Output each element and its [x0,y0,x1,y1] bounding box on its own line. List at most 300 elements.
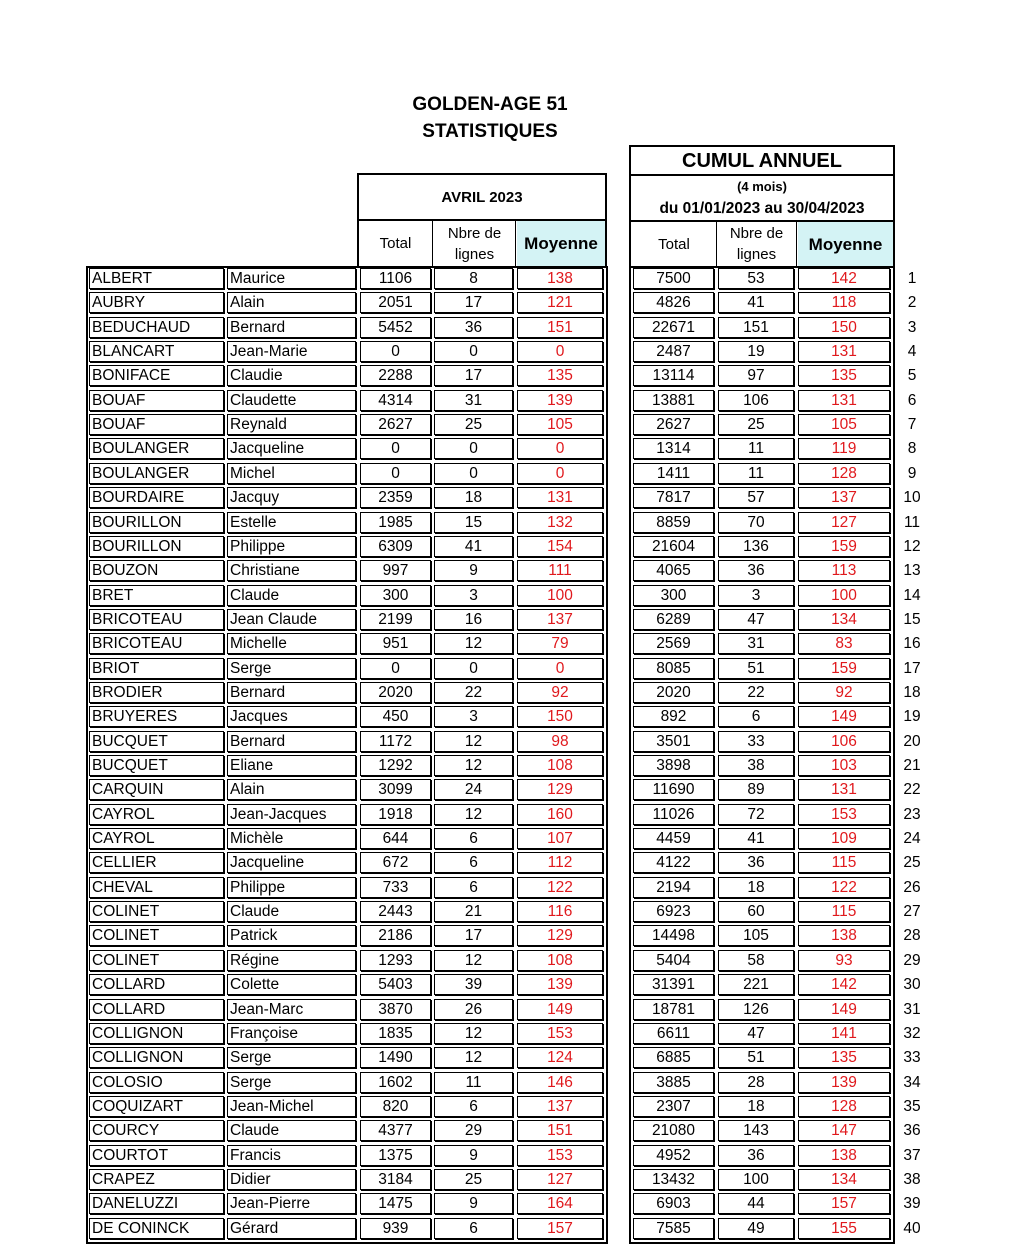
month-total: 1293 [360,950,431,971]
month-average: 151 [517,317,603,338]
cumul-total: 7500 [633,268,714,289]
month-lines: 6 [434,852,513,873]
player-first-name: Bernard [227,682,356,703]
player-first-name: Michel [227,463,356,484]
cumul-lines: 51 [718,1047,794,1068]
cumul-lines: 221 [718,974,794,995]
row-number: 4 [907,343,917,361]
cumul-average: 149 [798,999,890,1020]
cumul-lines: 105 [718,925,794,946]
cumul-total: 11026 [633,804,714,825]
row-number: 34 [903,1073,921,1091]
table-row [0,389,1024,413]
row-number: 28 [903,927,921,945]
cumul-lines: 25 [718,414,794,435]
month-total: 2359 [360,487,431,508]
player-last-name: BUCQUET [89,755,224,776]
month-average: 164 [517,1193,603,1214]
cumul-total: 14498 [633,925,714,946]
month-total: 1490 [360,1047,431,1068]
month-total: 2443 [360,901,431,922]
player-last-name: CHEVAL [89,877,224,898]
month-lines: 17 [434,292,513,313]
player-first-name: Jean-Marc [227,999,356,1020]
player-last-name: BRICOTEAU [89,633,224,654]
cumul-lines: 41 [718,292,794,313]
player-first-name: Philippe [227,877,356,898]
cumul-total: 3885 [633,1072,714,1093]
row-number: 36 [903,1122,921,1140]
player-last-name: CRAPEZ [89,1169,224,1190]
row-number: 2 [907,294,917,312]
month-lines: 11 [434,1072,513,1093]
cumul-lines: 151 [718,317,794,338]
player-last-name: BRICOTEAU [89,609,224,630]
cumul-total: 31391 [633,974,714,995]
month-lines: 17 [434,925,513,946]
cumul-total: 7585 [633,1218,714,1239]
month-average: 154 [517,536,603,557]
cumul-lines: 58 [718,950,794,971]
cumul-lines: 41 [718,828,794,849]
cumul-total: 3501 [633,731,714,752]
cumul-total: 4952 [633,1145,714,1166]
month-total: 644 [360,828,431,849]
table-row [0,705,1024,729]
month-lines: 12 [434,950,513,971]
player-last-name: CAYROL [89,828,224,849]
cumul-total: 2569 [633,633,714,654]
month-lines: 41 [434,536,513,557]
player-first-name: Jacqueline [227,438,356,459]
cumul-total: 8859 [633,512,714,533]
player-first-name: Bernard [227,731,356,752]
month-average: 108 [517,950,603,971]
cumul-average: 135 [798,365,890,386]
month-lines: 39 [434,974,513,995]
month-total: 0 [360,438,431,459]
month-col-lignes: Nbre de lignes [447,224,502,263]
table-row [0,1071,1024,1095]
player-first-name: Christiane [227,560,356,581]
table-row [0,681,1024,705]
month-average: 153 [517,1145,603,1166]
cumul-total: 4122 [633,852,714,873]
player-first-name: Claudie [227,365,356,386]
cumul-lines: 47 [718,609,794,630]
month-total: 997 [360,560,431,581]
cumul-average: 131 [798,390,890,411]
cumul-total: 8085 [633,658,714,679]
page-title: GOLDEN-AGE 51 [412,94,568,115]
player-first-name: Jacqueline [227,852,356,873]
month-average: 0 [517,658,603,679]
player-first-name: Alain [227,292,356,313]
player-first-name: Serge [227,1047,356,1068]
month-total: 2627 [360,414,431,435]
table-row [0,803,1024,827]
month-average: 137 [517,609,603,630]
month-average: 149 [517,999,603,1020]
player-last-name: COLLIGNON [89,1023,224,1044]
player-last-name: BOUZON [89,560,224,581]
month-lines: 17 [434,365,513,386]
cumul-total: 6923 [633,901,714,922]
player-first-name: Alain [227,779,356,800]
row-number: 39 [903,1195,921,1213]
cumul-average: 119 [798,438,890,459]
table-row [0,1119,1024,1143]
player-first-name: Colette [227,974,356,995]
month-total: 0 [360,658,431,679]
month-total: 733 [360,877,431,898]
cumul-average: 128 [798,1096,890,1117]
cumul-total: 13881 [633,390,714,411]
table-row [0,413,1024,437]
cumul-total: 2627 [633,414,714,435]
row-number: 15 [903,610,921,628]
month-lines: 9 [434,560,513,581]
cumul-average: 147 [798,1120,890,1141]
cumul-lines: 57 [718,487,794,508]
cumul-average: 139 [798,1072,890,1093]
month-total: 2051 [360,292,431,313]
row-number: 13 [903,562,921,580]
cumul-total: 2194 [633,877,714,898]
cumul-total: 4065 [633,560,714,581]
cumul-lines: 70 [718,512,794,533]
cumul-average: 159 [798,536,890,557]
cumul-average: 115 [798,852,890,873]
table-row [0,511,1024,535]
player-first-name: Reynald [227,414,356,435]
player-last-name: ALBERT [89,268,224,289]
player-last-name: BOULANGER [89,463,224,484]
player-last-name: BRODIER [89,682,224,703]
month-lines: 16 [434,609,513,630]
table-row [0,291,1024,315]
cumul-lines: 36 [718,1145,794,1166]
cumul-lines: 38 [718,755,794,776]
cumul-average: 109 [798,828,890,849]
month-lines: 12 [434,633,513,654]
cumul-average: 93 [798,950,890,971]
row-number: 7 [907,416,917,434]
cumul-average: 92 [798,682,890,703]
cumul-average: 113 [798,560,890,581]
cumul-average: 157 [798,1193,890,1214]
month-lines: 18 [434,487,513,508]
row-number: 35 [903,1097,921,1115]
table-row [0,900,1024,924]
cumul-col-total: Total [658,235,690,253]
cumul-total: 2020 [633,682,714,703]
cumul-total: 2307 [633,1096,714,1117]
cumul-average: 134 [798,1169,890,1190]
player-last-name: BOUAF [89,414,224,435]
month-lines: 9 [434,1193,513,1214]
row-number: 32 [903,1024,921,1042]
cumul-average: 142 [798,974,890,995]
month-total: 4314 [360,390,431,411]
month-total: 1835 [360,1023,431,1044]
player-first-name: Philippe [227,536,356,557]
cumul-lines: 143 [718,1120,794,1141]
table-row [0,632,1024,656]
table-row [0,851,1024,875]
cumul-lines: 100 [718,1169,794,1190]
cumul-lines: 22 [718,682,794,703]
cumul-subtitle: (4 mois) [737,178,787,194]
month-average: 135 [517,365,603,386]
cumul-lines: 11 [718,438,794,459]
row-number: 29 [903,951,921,969]
row-number: 37 [903,1146,921,1164]
player-first-name: Claude [227,901,356,922]
table-row [0,778,1024,802]
month-average: 129 [517,925,603,946]
table-row [0,462,1024,486]
month-total: 3870 [360,999,431,1020]
month-average: 108 [517,755,603,776]
cumul-total: 4459 [633,828,714,849]
cumul-average: 138 [798,1145,890,1166]
month-average: 138 [517,268,603,289]
month-total: 1106 [360,268,431,289]
month-lines: 12 [434,1047,513,1068]
month-lines: 12 [434,804,513,825]
month-lines: 12 [434,1023,513,1044]
cumul-period: du 01/01/2023 au 30/04/2023 [659,200,865,217]
cumul-lines: 72 [718,804,794,825]
row-number: 8 [907,440,917,458]
player-first-name: Serge [227,1072,356,1093]
row-number: 16 [903,635,921,653]
row-number: 31 [903,1000,921,1018]
player-last-name: BOURILLON [89,512,224,533]
table-row [0,1217,1024,1241]
row-number: 27 [903,903,921,921]
player-last-name: CARQUIN [89,779,224,800]
month-total: 3099 [360,779,431,800]
player-last-name: COLINET [89,950,224,971]
table-row [0,949,1024,973]
cumul-lines: 11 [718,463,794,484]
player-first-name: Maurice [227,268,356,289]
month-total: 450 [360,706,431,727]
cumul-lines: 31 [718,633,794,654]
month-lines: 25 [434,414,513,435]
month-lines: 0 [434,341,513,362]
player-last-name: AUBRY [89,292,224,313]
month-total: 2288 [360,365,431,386]
month-lines: 6 [434,877,513,898]
player-first-name: Eliane [227,755,356,776]
player-last-name: CAYROL [89,804,224,825]
month-average: 122 [517,877,603,898]
month-total: 1602 [360,1072,431,1093]
row-number: 17 [903,659,921,677]
cumul-average: 134 [798,609,890,630]
row-number: 25 [903,854,921,872]
cumul-total: 6903 [633,1193,714,1214]
table-row [0,340,1024,364]
player-last-name: BOUAF [89,390,224,411]
month-total: 4377 [360,1120,431,1141]
cumul-average: 118 [798,292,890,313]
table-row [0,1192,1024,1216]
month-total: 2199 [360,609,431,630]
month-average: 160 [517,804,603,825]
cumul-lines: 36 [718,560,794,581]
player-last-name: BOURDAIRE [89,487,224,508]
month-average: 151 [517,1120,603,1141]
player-last-name: BOURILLON [89,536,224,557]
month-lines: 6 [434,1218,513,1239]
row-number: 20 [903,732,921,750]
row-number: 19 [903,708,921,726]
cumul-lines: 106 [718,390,794,411]
player-last-name: DE CONINCK [89,1218,224,1239]
table-row [0,267,1024,291]
player-first-name: Jean-Pierre [227,1193,356,1214]
month-average: 0 [517,438,603,459]
table-row [0,486,1024,510]
cumul-title: CUMUL ANNUEL [682,149,842,172]
month-lines: 0 [434,658,513,679]
player-last-name: COLINET [89,901,224,922]
cumul-lines: 49 [718,1218,794,1239]
cumul-total: 2487 [633,341,714,362]
row-number: 33 [903,1049,921,1067]
player-first-name: Jacquy [227,487,356,508]
month-total: 2020 [360,682,431,703]
cumul-lines: 53 [718,268,794,289]
month-average: 107 [517,828,603,849]
month-average: 146 [517,1072,603,1093]
cumul-lines: 28 [718,1072,794,1093]
month-average: 137 [517,1096,603,1117]
row-number: 38 [903,1170,921,1188]
month-average: 139 [517,974,603,995]
month-average: 79 [517,633,603,654]
cumul-average: 150 [798,317,890,338]
month-total: 1985 [360,512,431,533]
month-total: 1375 [360,1145,431,1166]
cumul-average: 137 [798,487,890,508]
cumul-average: 131 [798,341,890,362]
cumul-lines: 36 [718,852,794,873]
player-last-name: BUCQUET [89,731,224,752]
player-first-name: Françoise [227,1023,356,1044]
table-row [0,827,1024,851]
cumul-lines: 6 [718,706,794,727]
player-last-name: BRUYERES [89,706,224,727]
cumul-lines: 136 [718,536,794,557]
month-average: 105 [517,414,603,435]
player-first-name: Patrick [227,925,356,946]
player-first-name: Michèle [227,828,356,849]
month-average: 100 [517,585,603,606]
month-lines: 36 [434,317,513,338]
cumul-lines: 18 [718,1096,794,1117]
table-row [0,754,1024,778]
month-lines: 29 [434,1120,513,1141]
month-total: 0 [360,341,431,362]
month-average: 150 [517,706,603,727]
cumul-average: 100 [798,585,890,606]
cumul-lines: 19 [718,341,794,362]
cumul-total: 13114 [633,365,714,386]
month-lines: 21 [434,901,513,922]
player-last-name: BONIFACE [89,365,224,386]
month-lines: 24 [434,779,513,800]
month-lines: 6 [434,828,513,849]
month-average: 112 [517,852,603,873]
cumul-total: 3898 [633,755,714,776]
cumul-average: 122 [798,877,890,898]
month-average: 0 [517,341,603,362]
row-number: 24 [903,830,921,848]
cumul-average: 105 [798,414,890,435]
month-lines: 25 [434,1169,513,1190]
month-lines: 3 [434,706,513,727]
month-lines: 12 [434,731,513,752]
month-total: 672 [360,852,431,873]
row-number: 22 [903,781,921,799]
cumul-lines: 33 [718,731,794,752]
month-total: 951 [360,633,431,654]
player-last-name: COLLIGNON [89,1047,224,1068]
player-first-name: Jean Claude [227,609,356,630]
month-average: 157 [517,1218,603,1239]
table-row [0,1144,1024,1168]
player-last-name: BOULANGER [89,438,224,459]
table-row [0,535,1024,559]
player-last-name: COURCY [89,1120,224,1141]
table-row [0,364,1024,388]
month-lines: 8 [434,268,513,289]
cumul-total: 11690 [633,779,714,800]
cumul-total: 5404 [633,950,714,971]
cumul-average: 153 [798,804,890,825]
player-last-name: COLLARD [89,999,224,1020]
player-first-name: Jacques [227,706,356,727]
cumul-lines: 44 [718,1193,794,1214]
cumul-total: 13432 [633,1169,714,1190]
cumul-total: 1411 [633,463,714,484]
player-last-name: CELLIER [89,852,224,873]
cumul-total: 1314 [633,438,714,459]
month-total: 3184 [360,1169,431,1190]
cumul-average: 142 [798,268,890,289]
month-total: 6309 [360,536,431,557]
month-average: 0 [517,463,603,484]
player-last-name: BRET [89,585,224,606]
cumul-average: 149 [798,706,890,727]
player-last-name: COLOSIO [89,1072,224,1093]
player-first-name: Jean-Jacques [227,804,356,825]
player-first-name: Bernard [227,317,356,338]
row-number: 10 [903,489,921,507]
month-lines: 3 [434,585,513,606]
player-last-name: BEDUCHAUD [89,317,224,338]
player-last-name: COLINET [89,925,224,946]
cumul-lines: 3 [718,585,794,606]
player-first-name: Gérard [227,1218,356,1239]
cumul-average: 115 [798,901,890,922]
cumul-average: 138 [798,925,890,946]
